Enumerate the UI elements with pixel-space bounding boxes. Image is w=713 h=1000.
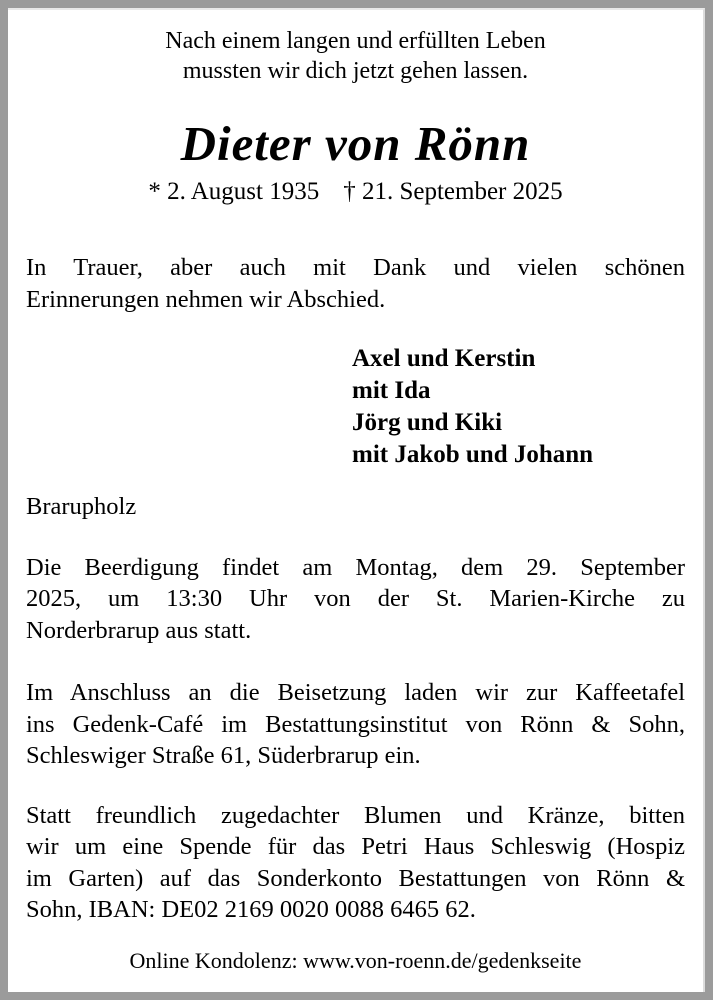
location-name: Brarupholz [26, 493, 137, 520]
paragraph-line: wir um eine Spende für das Petri Haus Schleswig (Hospiz [26, 833, 685, 860]
paragraph-line: Norderbrarup aus statt. [26, 616, 252, 644]
paragraph-line: 2025, um 13:30 Uhr von der St. Marien-Kirche zu [26, 585, 685, 612]
paragraph-funeral [26, 552, 685, 647]
paragraph-donation [26, 800, 685, 926]
family-line-3: Jörg und Kiki [352, 409, 503, 436]
family-names [352, 343, 685, 471]
family-line-1: Axel und Kerstin [352, 345, 536, 372]
online-condolence-line: Online Kondolenz: www.von-roenn.de/gedenkseite [129, 947, 582, 973]
paragraph-line: Erinnerungen nehmen wir Abschied. [26, 285, 386, 313]
paragraph-mourning [26, 252, 685, 315]
birth-date: * 2. August 1935 [148, 178, 320, 205]
paragraph-line: Schleswiger Straße 61, Süderbrarup ein. [26, 742, 421, 769]
life-dates [26, 176, 685, 208]
paragraph-line: ins Gedenk-Café im Bestattungsinstitut von Rönn & Sohn, [26, 710, 685, 738]
family-line-4: mit Jakob und Johann [352, 441, 594, 468]
obituary-page [8, 8, 705, 992]
paragraph-line: In Trauer, aber auch mit Dank und vielen schönen [26, 254, 685, 281]
paragraph-line: Im Anschluss an die Beisetzung laden wir zur Kaffeetafel [26, 679, 685, 706]
paragraph-line: Sohn, IBAN: DE02 2169 0020 0088 6465 62. [26, 896, 476, 923]
deceased-name: Dieter von Rönn [180, 116, 531, 171]
intro-line-2: mussten wir dich jetzt gehen lassen. [182, 58, 529, 84]
paragraph-line: Statt freundlich zugedachter Blumen und Kränze, bitten [26, 801, 685, 829]
paragraph-reception [26, 677, 685, 772]
intro-verse [26, 26, 685, 86]
family-line-2: mit Ida [352, 377, 431, 404]
paragraph-line: Die Beerdigung findet am Montag, dem 29. September [26, 553, 685, 581]
obituary-content [8, 10, 703, 975]
paragraph-line: im Garten) auf das Sonderkonto Bestattungen von Rönn & [26, 864, 685, 892]
death-date: † 21. September 2025 [343, 178, 563, 205]
intro-line-1: Nach einem langen und erfüllten Leben [165, 28, 546, 54]
